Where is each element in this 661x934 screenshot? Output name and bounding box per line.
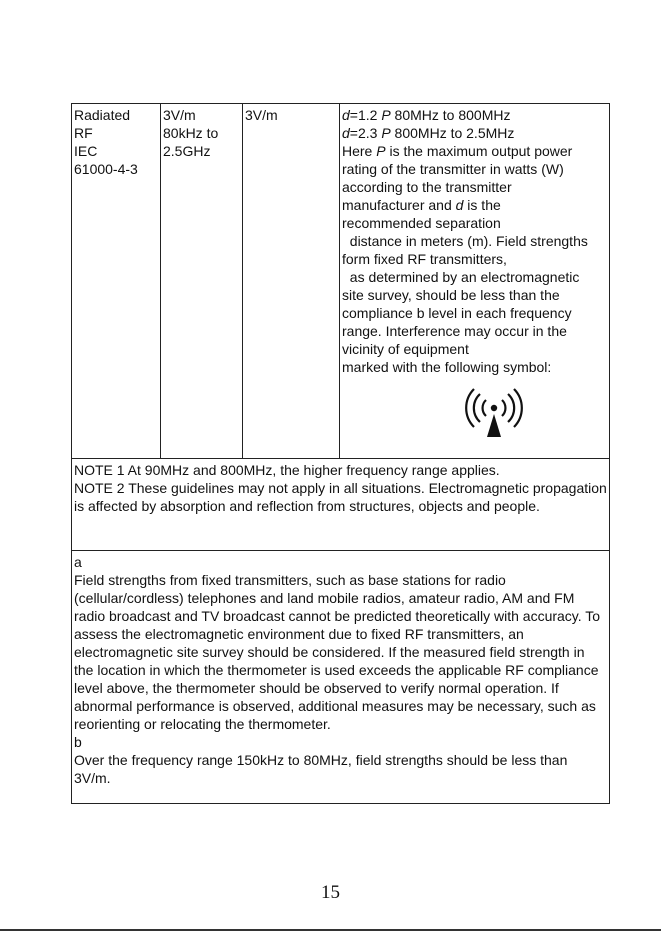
guidance-text: manufacturer and bbox=[342, 197, 456, 213]
guidance-line bbox=[342, 196, 609, 214]
note-2: NOTE 2 These guidelines may not apply in all situations. Electromagnetic propagation is affected by absorption and reflection from structures, objects and people. bbox=[74, 480, 607, 514]
phenomenon-line: 61000-4-3 bbox=[74, 161, 138, 177]
page-bottom-rule bbox=[0, 929, 661, 931]
footnote-b-label: b bbox=[74, 734, 82, 750]
guidance-line: site survey, should be less than the bbox=[342, 287, 560, 303]
guidance-line bbox=[342, 142, 609, 160]
guidance-line: range. Interference may occur in the bbox=[342, 323, 567, 339]
guidance-line: form fixed RF transmitters, bbox=[342, 251, 507, 267]
phenomenon-line: Radiated bbox=[74, 107, 131, 123]
var-d: d bbox=[455, 197, 464, 213]
var-d: d bbox=[342, 125, 350, 141]
phenomenon-line: IEC bbox=[74, 143, 98, 159]
guidance-cell bbox=[340, 104, 610, 459]
emc-immunity-table bbox=[71, 103, 610, 804]
footnote-a-text: Field strengths from fixed transmitters, such as base stations for radio (cellular/cordless) telephones and land mobile radios, amateur radio, AM and FM radio broadcast and TV broadcast cannot be predicted theoretically with accuracy. To assess the electromagnetic environment due to fixed RF transmitters, an electromagnetic site survey should be considered. If the measured field strength in the location in which the thermometer is used exceeds the applicable RF compliance level above, the thermometer should be observed to verify normal operation. If abnormal performance is observed, additional measures may be necessary, such as reorienting or relocating the thermometer. bbox=[74, 572, 601, 732]
test-level-line: 2.5GHz bbox=[163, 143, 211, 159]
guidance-text: is the maximum output power bbox=[385, 143, 573, 159]
footnote-b-text: Over the frequency range 150kHz to 80MHz, field strengths should be less than 3V/m. bbox=[74, 752, 568, 786]
formula-text: =2.3 bbox=[349, 125, 382, 141]
formula-text: =1.2 bbox=[349, 107, 382, 123]
guidance-line: distance in meters (m). Field strengths bbox=[342, 233, 588, 249]
test-level-line: 3V/m bbox=[163, 107, 196, 123]
formula-text: 800MHz to 2.5MHz bbox=[390, 125, 515, 141]
footnotes-row bbox=[72, 551, 610, 804]
guidance-line: according to the transmitter bbox=[342, 179, 512, 195]
footnotes-cell bbox=[72, 551, 610, 804]
phenomenon-cell bbox=[72, 104, 161, 459]
formula-line-2 bbox=[342, 124, 609, 142]
note-1: NOTE 1 At 90MHz and 800MHz, the higher frequency range applies. bbox=[74, 462, 500, 478]
phenomenon-line: RF bbox=[74, 125, 93, 141]
var-p: P bbox=[381, 125, 391, 141]
guidance-line: vicinity of equipment bbox=[342, 341, 469, 357]
formula-line-1 bbox=[342, 106, 609, 124]
footnote-a-label: a bbox=[74, 554, 82, 570]
radiated-rf-row bbox=[72, 104, 610, 459]
formula-text: 80MHz to 800MHz bbox=[390, 107, 511, 123]
page-number: 15 bbox=[321, 882, 340, 903]
notes-cell bbox=[72, 459, 610, 551]
var-d: d bbox=[342, 107, 350, 123]
guidance-line: rating of the transmitter in watts (W) bbox=[342, 161, 564, 177]
guidance-text: is the bbox=[463, 197, 501, 213]
notes-row bbox=[72, 459, 610, 551]
guidance-line: recommended separation bbox=[342, 215, 501, 231]
test-level-line: 80kHz to bbox=[163, 125, 219, 141]
guidance-line: as determined by an electromagnetic bbox=[342, 269, 580, 285]
compliance-level-line: 3V/m bbox=[245, 107, 278, 123]
compliance-level-cell bbox=[243, 104, 340, 459]
var-p: P bbox=[381, 107, 391, 123]
var-p: P bbox=[376, 143, 386, 159]
guidance-text: Here bbox=[342, 143, 377, 159]
non-ionizing-radiation-icon bbox=[462, 386, 526, 446]
guidance-line: compliance b level in each frequency bbox=[342, 305, 572, 321]
test-level-cell bbox=[161, 104, 243, 459]
guidance-line: marked with the following symbol: bbox=[342, 359, 552, 375]
